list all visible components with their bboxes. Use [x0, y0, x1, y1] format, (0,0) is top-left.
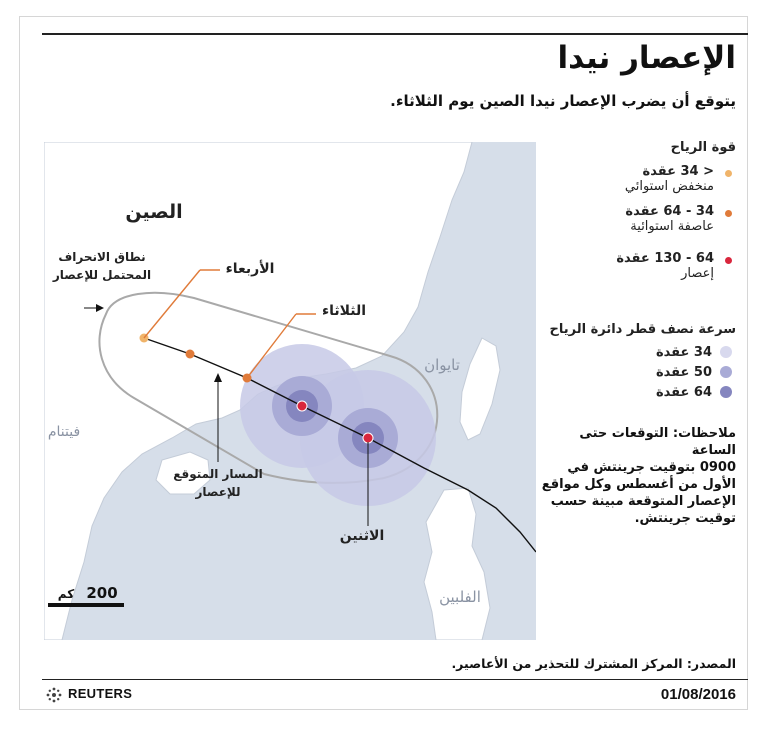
track-point-storm-1: [186, 350, 195, 359]
source-credit: المصدر: المركز المشترك للتحذير من الأعاصير.: [451, 656, 736, 671]
legend-typhoon-line1: 64 - 130 عقدة: [616, 251, 714, 266]
scale-unit: كم: [57, 587, 75, 601]
label-taiwan: تايوان: [424, 356, 460, 374]
notes-line1: ملاحظات: التوقعات حتى الساعة: [579, 426, 736, 458]
legend-typhoon-line2: إعصار: [681, 266, 714, 281]
legend-storm-line1: 34 - 64 عقدة: [625, 204, 714, 219]
legend-radius-34-label: 34 عقدة: [655, 345, 712, 360]
typhoon-track-map: [44, 142, 536, 640]
label-track-line1: المسار المتوقع: [173, 467, 263, 481]
legend-radius-50-label: 50 عقدة: [655, 365, 712, 380]
legend-item-typhoon: [616, 251, 714, 281]
notes-line4: الإعصار المتوقعة مبينة حسب: [550, 494, 736, 509]
notes-line5: توقيت جرينتش.: [634, 511, 736, 526]
top-rule: [42, 33, 748, 35]
reuters-brand: REUTERS: [68, 686, 133, 701]
legend-wind-strength-heading: قوة الرياح: [670, 140, 736, 155]
legend-radius-50-swatch: [720, 366, 732, 378]
label-cone-line2: المحتمل للإعصار: [52, 268, 152, 282]
legend-radius-64-label: 64 عقدة: [655, 385, 712, 400]
label-vietnam: فيتنام: [47, 424, 81, 440]
label-china: الصين: [125, 201, 183, 223]
track-point-monday: [363, 433, 373, 443]
label-track-line2: للإعصار: [195, 485, 241, 499]
notes-line2: 0900 بتوقيت جرينتش في: [567, 460, 736, 475]
legend-radius-64-swatch: [720, 386, 732, 398]
label-philippines: الفلبين: [439, 588, 481, 606]
legend-typhoon-dot: [725, 257, 732, 264]
legend-item-low: [625, 164, 714, 194]
legend-wind-radius: [536, 322, 736, 402]
label-wednesday: الأربعاء: [225, 261, 275, 277]
label-monday: الاثنين: [339, 528, 385, 544]
label-tuesday: الثلاثاء: [321, 303, 367, 319]
legend-low-line1: < 34 عقدة: [642, 164, 714, 179]
legend-storm-dot: [725, 210, 732, 217]
track-point-tuesday: [297, 401, 307, 411]
bottom-rule: [42, 679, 748, 680]
page-subtitle: يتوقع أن يضرب الإعصار نيدا الصين يوم الثلاثاء.: [390, 92, 736, 110]
legend-low-dot: [725, 170, 732, 177]
page-title: الإعصار نيدا: [557, 40, 736, 76]
legend-wind-strength: [586, 140, 736, 290]
forecast-notes: [531, 425, 736, 527]
publish-date: 01/08/2016: [660, 686, 736, 703]
label-cone-line1: نطاق الانحراف: [58, 250, 146, 264]
legend-radius-34-swatch: [720, 346, 732, 358]
scale-value: 200: [86, 584, 118, 602]
legend-low-line2: منخفض استوائي: [624, 179, 714, 194]
reuters-logo-icon: [45, 686, 63, 704]
legend-storm-line2: عاصفة استوائية: [630, 219, 714, 234]
legend-item-storm: [625, 204, 714, 234]
notes-line3: الأول من أغسطس وكل مواقع: [541, 477, 736, 492]
legend-wind-radius-heading: سرعة نصف قطر دائرة الرياح: [549, 322, 736, 337]
scale-bar: [48, 603, 124, 607]
